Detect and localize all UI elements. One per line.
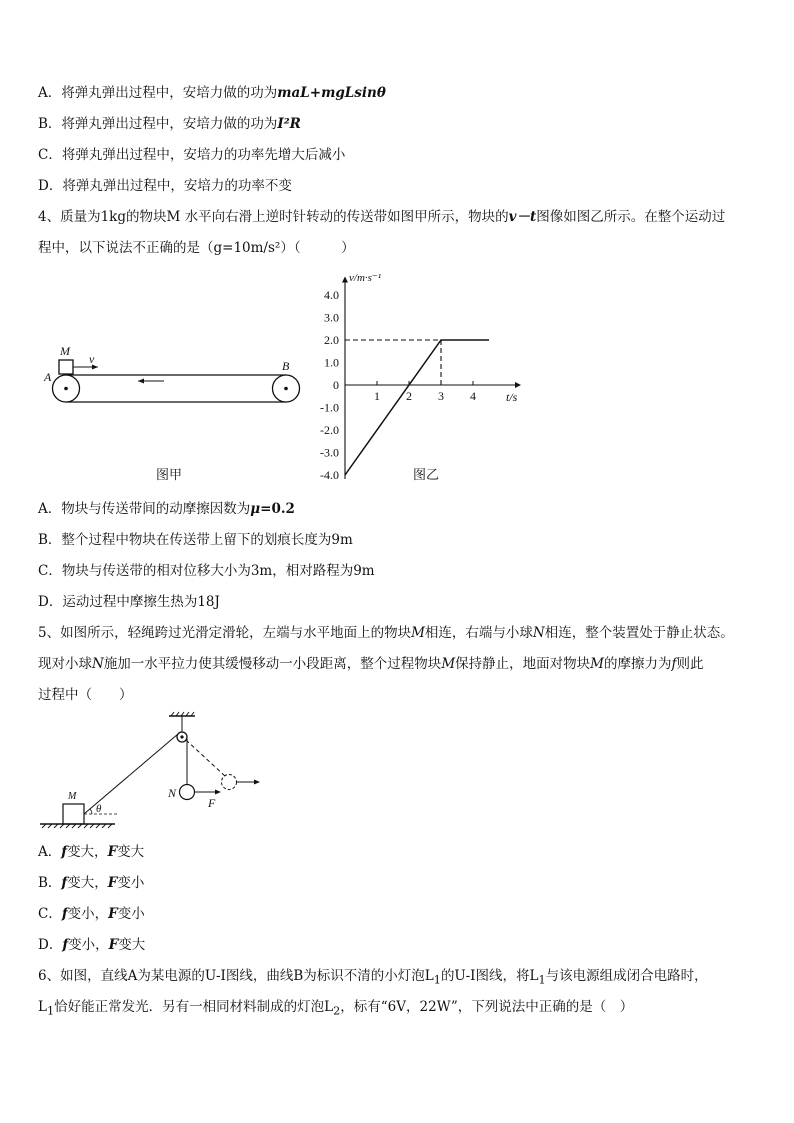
q5-stem-line1: [38, 624, 734, 642]
q5-option-c-text1: 变小，: [67, 906, 109, 922]
vt-ytick-label: 4.0: [324, 288, 339, 302]
q5-text-2e: 则此: [676, 656, 704, 672]
q3-option-c: C．将弹丸弹出过程中，安培力的功率先增大后减小: [38, 147, 346, 163]
vt-ytick-label: 3.0: [324, 310, 339, 325]
label-n: N: [168, 786, 177, 800]
q5-option-a-F: F: [107, 844, 118, 860]
q5-stem-line3: 过程中（ ）: [38, 687, 133, 703]
vt-xtick-label: 3: [438, 389, 444, 403]
q6-text-1c: 与该电源组成闭合电路时，: [545, 968, 708, 984]
label-v: v: [89, 352, 95, 366]
q6-stem-line2: [38, 998, 633, 1021]
q6-text-2b: 恰好能正常发光．另有一相同材料制成的灯泡L: [54, 999, 334, 1015]
q3-option-a: [38, 84, 386, 102]
q3-option-b: [38, 115, 301, 133]
q5-option-b-text2: 变小: [117, 875, 145, 891]
q5-text-2d: 的摩擦力为: [603, 656, 672, 672]
vt-ytick-label: -2.0: [320, 423, 339, 437]
vt-ytick-label: -4.0: [320, 468, 339, 482]
q6-stem-line1: [38, 967, 708, 990]
q4-stem-var: v－t: [508, 209, 537, 225]
vt-x-arrow: [515, 382, 521, 388]
q5-option-d-text1: 变小，: [68, 937, 109, 953]
q5-option-d-letter: D．: [38, 937, 63, 953]
q4-option-b: B．整个过程中物块在传送带上留下的划痕长度为9m: [38, 532, 353, 548]
q5-option-a-f: f: [61, 844, 68, 860]
q3-option-b-text: B．将弹丸弹出过程中，安培力做的功为: [38, 116, 278, 132]
q4-option-a-text: A．物块与传送带间的动摩擦因数为: [38, 501, 251, 517]
q4-option-a-mu: μ: [250, 501, 261, 517]
vt-ytick-label: 1.0: [324, 355, 339, 370]
q5-option-a-letter: A．: [38, 844, 62, 860]
q3-option-b-formula: I²R: [277, 116, 301, 132]
q5-var-f: f: [671, 656, 677, 672]
q5-option-d-f: f: [62, 937, 69, 953]
q3-option-a-text: A．将弹丸弹出过程中，安培力做的功为: [38, 85, 278, 101]
vt-ytick-label: -3.0: [320, 445, 339, 460]
q5-text-2b: 施加一水平拉力使其缓慢移动一小段距离，整个过程物块: [103, 656, 442, 672]
q5-var-m: M: [411, 625, 425, 641]
caption-jia: 图甲: [156, 467, 183, 482]
block-m: [63, 804, 84, 824]
q5-text-1b: 相连，右端与小球: [424, 625, 533, 641]
q5-option-d-text2: 变大: [118, 937, 146, 953]
q5-var-n-2: N: [92, 656, 104, 672]
q5-option-b-text1: 变大，: [67, 875, 108, 891]
label-b: B: [282, 359, 290, 373]
q5-option-c-f: f: [61, 906, 68, 922]
figure-vt-graph: [300, 265, 540, 485]
label-m: M: [68, 791, 77, 802]
q5-option-a: [38, 843, 144, 861]
vt-series-line: [345, 340, 489, 475]
q5-option-c-letter: C．: [38, 906, 62, 922]
q5-option-a-text1: 变大，: [67, 844, 108, 860]
vt-xtick-label: 2: [406, 389, 412, 403]
label-m: M: [60, 344, 70, 358]
q5-text-2c: 保持静止，地面对物块: [455, 656, 591, 672]
q5-option-c-text2: 变小: [117, 906, 145, 922]
q5-option-c-F: F: [108, 906, 118, 922]
q5-text-2a: 现对小球: [38, 656, 92, 672]
q4-stem-line2: 程中，以下说法不正确的是（g=10m/s²）（ ）: [38, 240, 355, 256]
label-a: A: [44, 370, 52, 384]
q5-option-d: [38, 936, 145, 954]
q6-sub-3: 1: [46, 1004, 55, 1018]
vt-ytick-label: 0: [333, 378, 339, 392]
vt-ytick-label: -1.0: [320, 400, 339, 415]
q4-stem-line1: [38, 208, 725, 226]
q4-option-c: C．物块与传送带的相对位移大小为3m，相对路程为9m: [38, 563, 375, 579]
vt-xlabel: t/s: [506, 390, 518, 404]
q6-text-2c: ，标有“6V，22W”，下列说法中正确的是（ ）: [340, 999, 634, 1015]
q3-option-a-formula: maL+mgLsinθ: [277, 85, 386, 101]
vt-ylabel: v/m·s⁻¹: [349, 272, 382, 284]
vt-ytick-label: 2.0: [324, 333, 339, 347]
q6-text-2a: L: [38, 999, 47, 1015]
q5-option-d-F: F: [108, 937, 119, 953]
block-m: [59, 360, 73, 374]
figure-pulley: [40, 712, 280, 837]
q6-sub-4: 2: [333, 1004, 341, 1018]
q6-sub-2: 1: [538, 973, 546, 987]
q3-option-d: D．将弹丸弹出过程中，安培力的功率不变: [38, 178, 292, 194]
label-theta: θ: [96, 803, 102, 815]
q4-option-d: D．运动过程中摩擦生热为18J: [38, 594, 220, 610]
q5-option-b-f: f: [61, 875, 68, 891]
q5-option-b-F: F: [107, 875, 118, 891]
ball-n: [180, 785, 195, 800]
q5-option-b: [38, 874, 144, 892]
q5-stem-line2: [38, 655, 703, 673]
q5-var-m-2: M: [441, 656, 456, 672]
q5-option-c: [38, 905, 145, 923]
q5-var-m-3: M: [590, 656, 604, 672]
q5-text-1a: 5、如图所示，轻绳跨过光滑定滑轮，左端与水平地面上的物块: [38, 625, 412, 641]
q6-sub-1: 1: [433, 973, 441, 987]
q5-var-n: N: [532, 625, 545, 641]
q4-stem-text-a: 4、质量为1kg的物块M 水平向右滑上逆时针转动的传送带如图甲所示，物块的: [38, 209, 509, 225]
figure-conveyor: [40, 335, 320, 485]
rope-left: [84, 734, 178, 814]
q4-option-a-value: =0.2: [260, 501, 295, 517]
vt-xtick-label: 1: [374, 389, 380, 403]
q4-option-a: [38, 500, 295, 518]
q6-text-1b: 的U-I图线，将L: [440, 968, 539, 984]
vt-y-arrow: [342, 277, 348, 283]
caption-yi: 图乙: [413, 467, 440, 482]
label-f: F: [208, 796, 216, 810]
q5-text-1c: 相连，整个装置处于静止状态。: [544, 625, 734, 641]
q6-text-1a: 6、如图，直线A为某电源的U-I图线，曲线B为标识不清的小灯泡L: [38, 968, 434, 984]
q4-stem-text-b: 图像如图乙所示。在整个运动过: [536, 209, 726, 225]
q5-option-b-letter: B．: [38, 875, 62, 891]
vt-xtick-label: 4: [470, 389, 476, 403]
q5-option-a-text2: 变大: [117, 844, 145, 860]
